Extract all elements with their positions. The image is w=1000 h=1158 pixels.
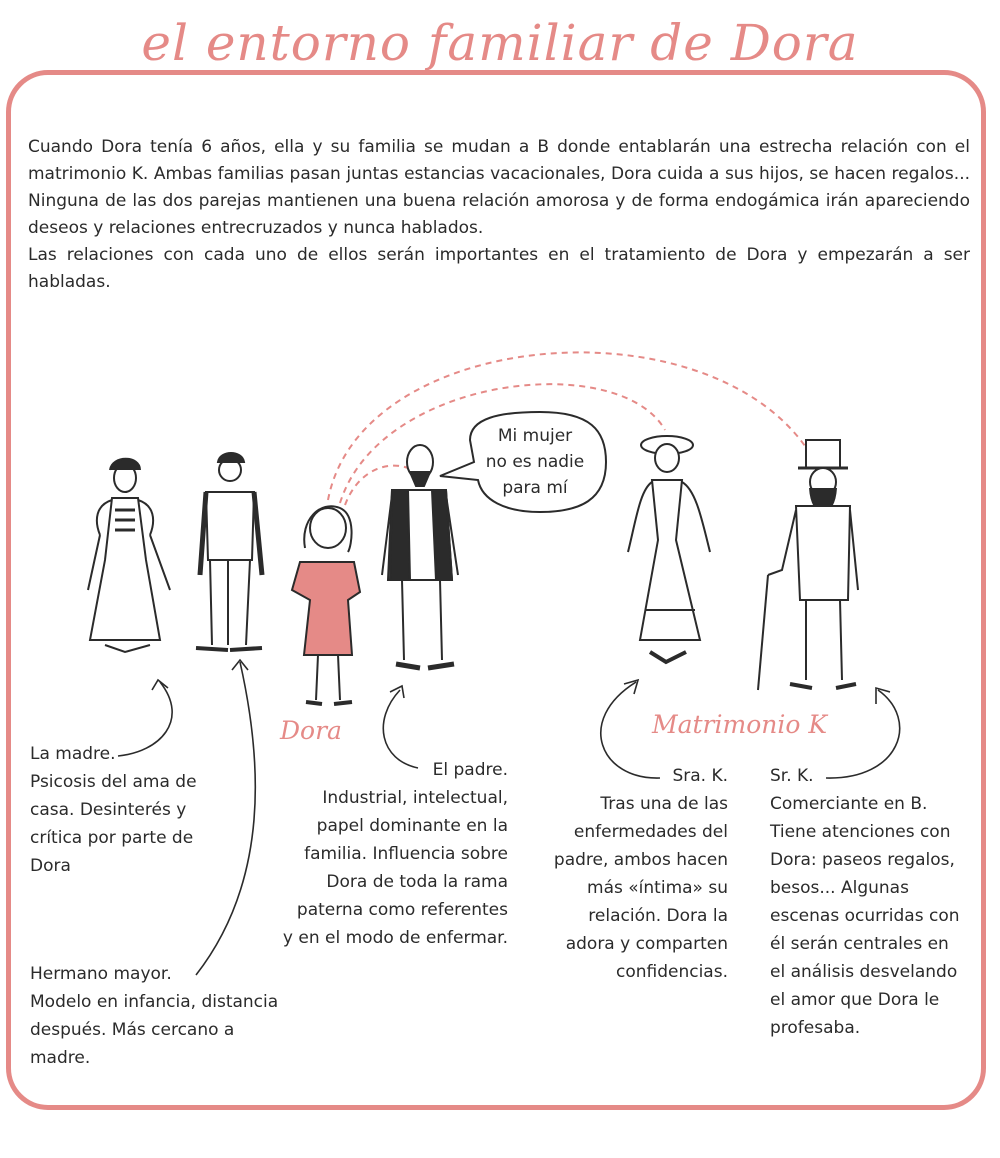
bubble-line-2: no es nadie bbox=[485, 452, 585, 472]
srk-line-1: Sr. K. bbox=[770, 766, 814, 786]
padre-figure bbox=[382, 445, 458, 668]
srk-line-5: besos... Algunas bbox=[770, 878, 909, 898]
hermano-note bbox=[30, 960, 310, 1072]
hermano-line-4: madre. bbox=[30, 1048, 91, 1068]
padre-note bbox=[262, 756, 508, 952]
padre-line-6: paterna como referentes bbox=[296, 900, 508, 920]
intro-paragraph-1: Cuando Dora tenía 6 años, ella y su familia se mudan a B donde entablarán una estrecha relación con el matrimonio K. Ambas familias pasan juntas estancias vacacionales, Dora cuida a sus hijos, se hacen regalos... Ninguna de las dos parejas mantienen una buena relación amorosa y de forma endogámica irán apareciendo deseos y relaciones entrecruzados y nunca hablados. bbox=[28, 137, 970, 238]
dora-figure bbox=[292, 506, 360, 704]
madre-figure bbox=[88, 459, 170, 652]
srk-line-6: escenas ocurridas con bbox=[770, 906, 960, 926]
srak-line-5: más «íntima» su bbox=[587, 878, 728, 898]
srak-line-6: relación. Dora la bbox=[588, 906, 728, 926]
srak-note bbox=[530, 762, 728, 986]
srk-line-9: el amor que Dora le bbox=[770, 990, 940, 1010]
madre-line-4: crítica por parte de bbox=[30, 828, 194, 848]
srk-note bbox=[770, 762, 975, 1042]
srak-line-2: Tras una de las bbox=[600, 794, 728, 814]
madre-line-2: Psicosis del ama de bbox=[30, 772, 197, 792]
intro-paragraph-2: Las relaciones con cada uno de ellos serán importantes en el tratamiento de Dora y empezarán a ser habladas. bbox=[28, 245, 970, 292]
madre-line-5: Dora bbox=[30, 856, 71, 876]
bubble-line-1: Mi mujer bbox=[497, 426, 573, 446]
srk-line-4: Dora: paseos regalos, bbox=[770, 850, 955, 870]
hermano-figure bbox=[196, 453, 262, 650]
srk-line-10: profesaba. bbox=[770, 1018, 861, 1038]
srak-line-8: confidencias. bbox=[615, 962, 728, 982]
speech-bubble-text bbox=[480, 423, 590, 501]
page-title: el entorno familiar de Dora bbox=[141, 14, 859, 72]
padre-line-7: y en el modo de enfermar. bbox=[282, 928, 508, 948]
srak-line-4: padre, ambos hacen bbox=[553, 850, 728, 870]
padre-line-3: papel dominante en la bbox=[316, 816, 508, 836]
hermano-line-3: después. Más cercano a bbox=[30, 1020, 235, 1040]
srak-line-7: adora y comparten bbox=[565, 934, 728, 954]
hermano-line-1: Hermano mayor. bbox=[30, 964, 172, 984]
padre-line-4: familia. Influencia sobre bbox=[304, 844, 508, 864]
srk-line-7: él serán centrales en bbox=[770, 934, 949, 954]
madre-line-3: casa. Desinterés y bbox=[30, 800, 187, 820]
srk-line-2: Comerciante en B. bbox=[770, 794, 928, 814]
bubble-line-3: para mí bbox=[502, 478, 568, 498]
padre-line-5: Dora de toda la rama bbox=[326, 872, 508, 892]
madre-note bbox=[30, 740, 240, 880]
srk-line-8: el análisis desvelando bbox=[770, 962, 958, 982]
srk-figure bbox=[758, 440, 858, 690]
madre-line-1: La madre. bbox=[30, 744, 116, 764]
padre-line-2: Industrial, intelectual, bbox=[322, 788, 508, 808]
srak-line-1: Sra. K. bbox=[672, 766, 728, 786]
hermano-line-2: Modelo en infancia, distancia bbox=[30, 992, 279, 1012]
srk-line-3: Tiene atenciones con bbox=[770, 822, 951, 842]
padre-line-1: El padre. bbox=[432, 760, 508, 780]
matrimonio-k-label: Matrimonio K bbox=[652, 710, 828, 739]
srak-figure bbox=[628, 436, 710, 662]
srak-line-3: enfermedades del bbox=[573, 822, 728, 842]
dora-label: Dora bbox=[280, 716, 342, 745]
